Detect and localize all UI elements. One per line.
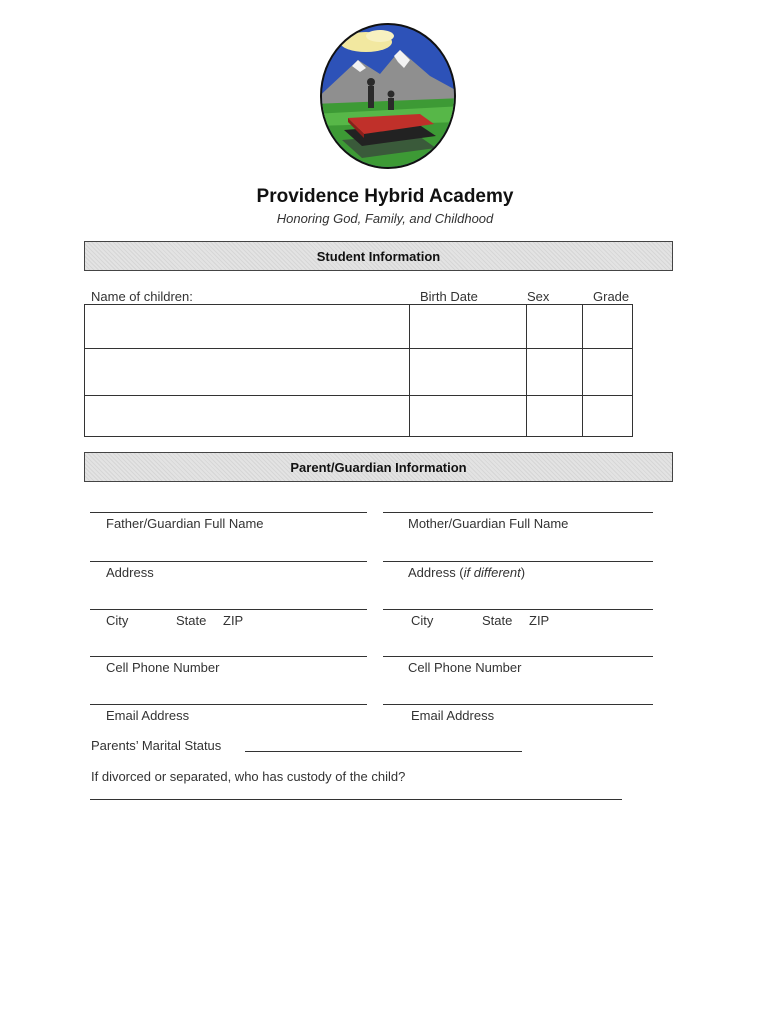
mother-email-label: Email Address	[411, 708, 495, 723]
grade-cell[interactable]	[583, 305, 633, 349]
mother-zip-label: ZIP	[529, 613, 550, 628]
col-birthdate-label: Birth Date	[420, 289, 478, 304]
marital-status-line[interactable]	[245, 751, 522, 752]
father-address-label: Address	[106, 565, 154, 580]
student-table	[84, 304, 633, 437]
table-row	[85, 305, 633, 349]
father-zip-label: ZIP	[223, 613, 244, 628]
table-row	[85, 349, 633, 396]
mother-name-line[interactable]	[383, 512, 653, 513]
mother-city-line[interactable]	[383, 609, 653, 610]
sex-cell[interactable]	[527, 305, 583, 349]
mother-email-line[interactable]	[383, 704, 653, 705]
father-name-label: Father/Guardian Full Name	[106, 516, 264, 531]
father-state-label: State	[176, 613, 207, 628]
mother-address-close: )	[520, 565, 526, 580]
col-name-label: Name of children:	[91, 289, 193, 304]
father-name-line[interactable]	[90, 512, 367, 513]
father-city-line[interactable]	[90, 609, 367, 610]
father-cell-label: Cell Phone Number	[106, 660, 220, 675]
grade-cell[interactable]	[583, 349, 633, 396]
father-email-label: Email Address	[106, 708, 190, 723]
school-title: Providence Hybrid Academy	[256, 186, 514, 207]
mother-address-line[interactable]	[383, 561, 653, 562]
table-row	[85, 396, 633, 437]
mother-name-label: Mother/Guardian Full Name	[408, 516, 569, 531]
birth-date-cell[interactable]	[410, 396, 527, 437]
mother-cell-line[interactable]	[383, 656, 653, 657]
mother-address-label	[408, 565, 525, 580]
father-cell-line[interactable]	[90, 656, 367, 657]
child-name-cell[interactable]	[85, 349, 410, 396]
custody-question: If divorced or separated, who has custody of the child?	[91, 769, 406, 784]
academy-logo	[318, 22, 458, 170]
parent-info-heading: Parent/Guardian Information	[84, 452, 673, 482]
father-email-line[interactable]	[90, 704, 367, 705]
mother-address-text: Address (	[408, 565, 464, 580]
birth-date-cell[interactable]	[410, 305, 527, 349]
col-grade-label: Grade	[593, 289, 630, 304]
mother-state-label: State	[482, 613, 513, 628]
child-name-cell[interactable]	[85, 305, 410, 349]
father-city-label: City	[106, 613, 129, 628]
mother-address-note: if different	[463, 565, 521, 580]
sex-cell[interactable]	[527, 349, 583, 396]
mother-cell-label: Cell Phone Number	[408, 660, 522, 675]
mother-city-label: City	[411, 613, 434, 628]
marital-status-label: Parents’ Marital Status	[91, 738, 222, 753]
birth-date-cell[interactable]	[410, 349, 527, 396]
school-tagline: Honoring God, Family, and Childhood	[276, 211, 494, 226]
father-address-line[interactable]	[90, 561, 367, 562]
grade-cell[interactable]	[583, 396, 633, 437]
child-name-cell[interactable]	[85, 396, 410, 437]
col-sex-label: Sex	[527, 289, 550, 304]
custody-answer-line[interactable]	[90, 799, 622, 800]
sex-cell[interactable]	[527, 396, 583, 437]
student-info-heading: Student Information	[84, 241, 673, 271]
